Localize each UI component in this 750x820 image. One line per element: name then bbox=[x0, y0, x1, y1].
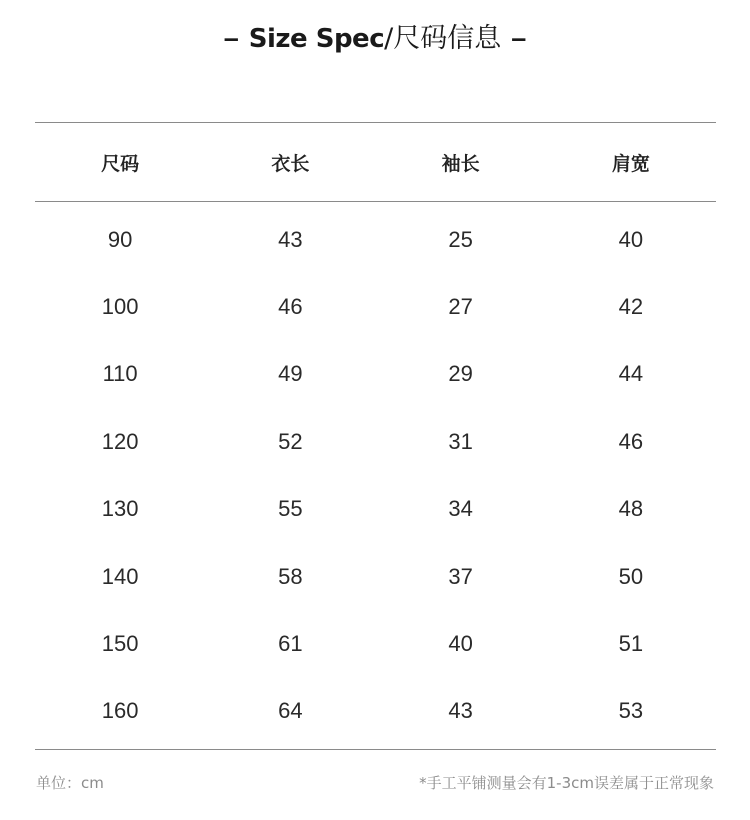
cell-length: 43 bbox=[278, 226, 303, 252]
title-dash-left: – bbox=[223, 23, 239, 53]
cell-length: 49 bbox=[278, 361, 303, 387]
cell-size: 100 bbox=[101, 294, 139, 320]
table-row bbox=[35, 476, 716, 543]
cell-shoulder: 53 bbox=[618, 698, 644, 724]
measurement-note: *手工平铺测量会有1-3cm误差属于正常现象 bbox=[419, 774, 714, 792]
cell-sleeve: 40 bbox=[448, 631, 473, 657]
title-slash: / bbox=[384, 23, 394, 54]
cell-length: 52 bbox=[278, 428, 303, 454]
header-size: 尺码 bbox=[101, 152, 140, 175]
table-row bbox=[35, 273, 716, 340]
table-bottom-rule bbox=[35, 749, 716, 750]
cell-size: 160 bbox=[101, 698, 139, 724]
cell-length: 61 bbox=[278, 631, 303, 657]
cell-size: 90 bbox=[107, 226, 133, 252]
table-body bbox=[35, 202, 716, 749]
page-title bbox=[0, 18, 750, 59]
cell-size: 120 bbox=[101, 428, 139, 454]
cell-shoulder: 42 bbox=[618, 294, 644, 320]
header-sleeve: 袖长 bbox=[441, 152, 480, 175]
table-row bbox=[35, 610, 716, 677]
table-row bbox=[35, 341, 716, 408]
cell-shoulder: 48 bbox=[618, 496, 644, 522]
header-shoulder: 肩宽 bbox=[611, 152, 650, 175]
cell-size: 130 bbox=[101, 496, 139, 522]
header-length: 衣长 bbox=[271, 152, 310, 175]
cell-shoulder: 51 bbox=[618, 631, 644, 657]
table-row bbox=[35, 678, 716, 745]
table-row bbox=[35, 408, 716, 475]
cell-length: 46 bbox=[278, 294, 303, 320]
cell-size: 140 bbox=[101, 563, 139, 589]
cell-length: 58 bbox=[278, 563, 303, 589]
table-row bbox=[35, 206, 716, 273]
cell-size: 110 bbox=[102, 361, 138, 387]
cell-sleeve: 29 bbox=[448, 361, 473, 387]
cell-length: 64 bbox=[278, 698, 303, 724]
cell-shoulder: 50 bbox=[618, 563, 644, 589]
cell-shoulder: 46 bbox=[618, 428, 644, 454]
cell-shoulder: 44 bbox=[618, 361, 644, 387]
title-dash-right: – bbox=[511, 23, 527, 53]
title-english: Size Spec bbox=[248, 24, 385, 54]
title-chinese: 尺码信息 bbox=[393, 23, 502, 54]
cell-sleeve: 37 bbox=[448, 563, 473, 589]
unit-note: 单位：cm bbox=[36, 774, 104, 792]
cell-sleeve: 34 bbox=[448, 496, 473, 522]
cell-sleeve: 27 bbox=[448, 294, 473, 320]
cell-length: 55 bbox=[278, 496, 303, 522]
cell-size: 150 bbox=[101, 631, 139, 657]
size-spec-table bbox=[35, 122, 716, 750]
cell-sleeve: 25 bbox=[448, 226, 473, 252]
cell-sleeve: 31 bbox=[448, 428, 473, 454]
cell-shoulder: 40 bbox=[618, 226, 644, 252]
cell-sleeve: 43 bbox=[448, 698, 473, 724]
table-row bbox=[35, 543, 716, 610]
table-header-row bbox=[35, 123, 716, 201]
